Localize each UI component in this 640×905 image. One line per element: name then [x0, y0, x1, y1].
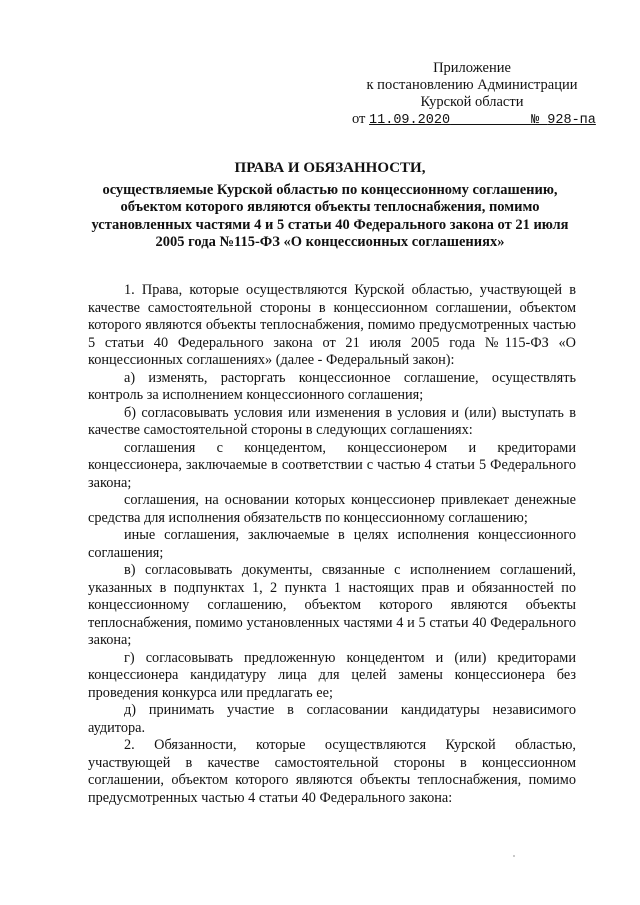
- decree-date: 11.09.2020: [369, 113, 451, 128]
- decree-number: № 928-па: [531, 113, 596, 128]
- appendix-date-number: [352, 111, 596, 129]
- appendix-decree-ref: к постановлению Администрации: [366, 77, 578, 93]
- appendix-region: Курской области: [420, 94, 524, 110]
- document-body: [88, 282, 576, 807]
- date-prefix: от: [352, 111, 370, 127]
- paragraph-item-b: б) согласовывать условия или изменения в условия и (или) выступать в качестве самостоятельной стороны в следующих соглашениях:: [88, 404, 576, 438]
- appendix-header: [352, 60, 596, 129]
- scan-speck: [513, 855, 515, 857]
- paragraph-item-v: в) согласовывать документы, связанные с исполнением соглашений, указанных в подпунктах 1, 2 пункта 1 настоящих прав и обязанностей по концессионному соглашению, объектом которого являются объекты теплоснабжения, помимо установленных частями 4 и 5 статьи 40 Федерального закона;: [88, 562, 576, 648]
- paragraph-agreement-1: соглашения с концедентом, концессионером и кредиторами концессионера, заключаемые в соответствии с частью 4 статьи 5 Федерального закона;: [88, 439, 576, 491]
- paragraph-agreement-2: соглашения, на основании которых концессионер привлекает денежные средства для исполнения обязательств по концессионному соглашению;: [88, 492, 576, 526]
- paragraph-rights-intro: 1. Права, которые осуществляются Курской областью, участвующей в качестве самостоятельной стороны в концессионном соглашении, объектом которого являются объекты теплоснабжения, помимо предусмотренных частью 5 статьи 40 Федерального закона от 21 июля 2005 года №115-ФЗ «О концессионных соглашениях» (далее - Федеральный закон):: [88, 282, 576, 368]
- paragraph-obligations-intro: 2. Обязанности, которые осуществляются Курской областью, участвующей в качестве самостоятельной стороны в концессионном соглашении, объектом которого являются объекты теплоснабжения, помимо предусмотренных частью 4 статьи 40 Федерального закона:: [88, 737, 576, 806]
- paragraph-item-g: г) согласовывать предложенную концедентом и (или) кредиторами концессионера кандидатуру лица для целей замены концессионера без проведения конкурса или предлагать ее;: [88, 649, 576, 701]
- document-subtitle: осуществляемые Курской областью по концессионному соглашению, объектом которого являются объекты теплоснабжения, помимо установленных частями 4 и 5 статьи 40 Федерального закона от 21 июля 2005 года №115-ФЗ «О концессионных соглашениях»: [91, 181, 569, 250]
- paragraph-item-a: а) изменять, расторгать концессионное соглашение, осуществлять контроль за исполнением концессионного соглашения;: [88, 369, 576, 403]
- paragraph-agreement-3: иные соглашения, заключаемые в целях исполнения концессионного соглашения;: [88, 527, 576, 561]
- document-title: ПРАВА И ОБЯЗАННОСТИ,: [234, 160, 426, 176]
- paragraph-item-d: д) принимать участие в согласовании кандидатуры независимого аудитора.: [88, 702, 576, 736]
- appendix-label: Приложение: [433, 60, 511, 76]
- document-title-block: [80, 160, 580, 252]
